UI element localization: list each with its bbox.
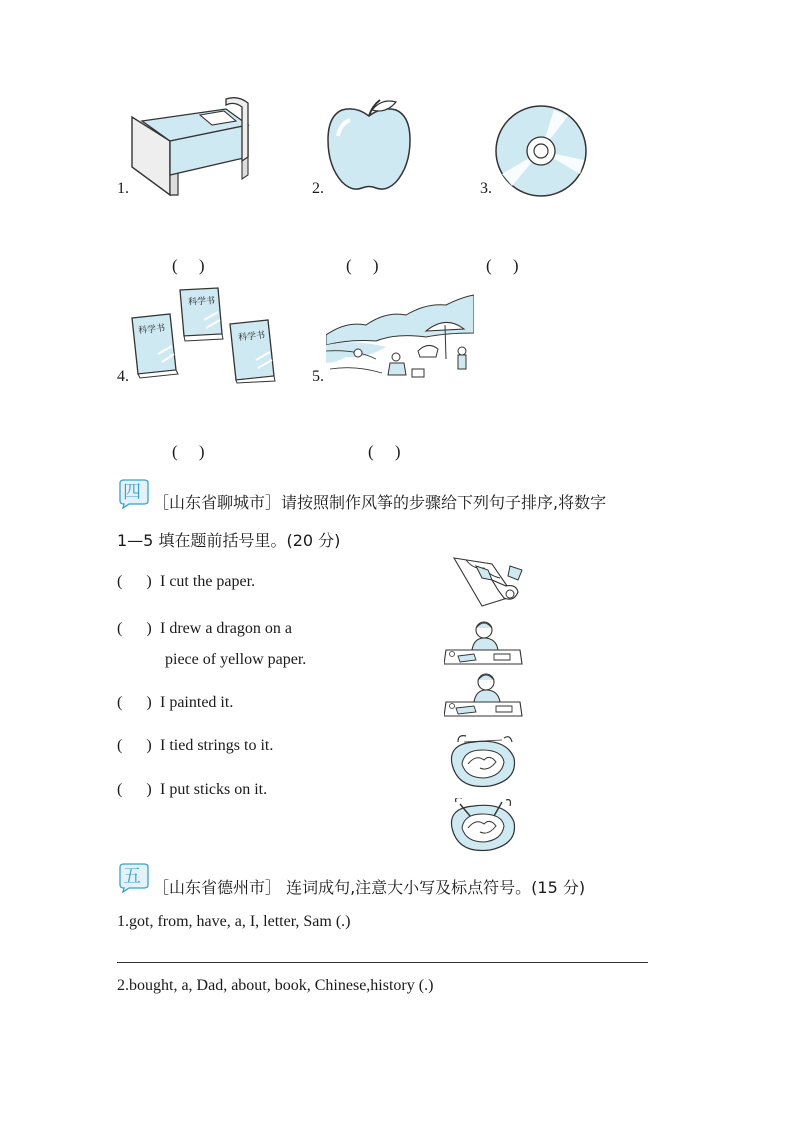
section-number: 五: [123, 866, 141, 887]
answer-paren[interactable]: ( ): [117, 694, 152, 711]
bed-picture: [128, 95, 252, 197]
sentence-prompt: 1.got, from, have, a, I, letter, Sam (.): [117, 913, 351, 930]
step-text: I cut the paper.: [160, 573, 256, 590]
painting-picture: [444, 670, 524, 720]
boy-painting-icon: [444, 670, 524, 720]
answer-paren[interactable]: ( ): [117, 620, 152, 637]
book-label: 科学书: [187, 296, 216, 308]
boy-drawing-icon: [444, 618, 524, 668]
picture-number: 2.: [312, 180, 324, 197]
answer-paren[interactable]: ( ): [117, 737, 152, 754]
bed-icon: [128, 95, 252, 197]
kite-strings-icon: [444, 734, 520, 790]
answer-paren[interactable]: ( ): [172, 442, 205, 461]
section-heading: ［山东省德州市］ 连词成句,注意大小写及标点符号。(15 分): [153, 878, 586, 897]
section-heading-continued: 1—5 填在题前括号里。(20 分): [117, 531, 341, 550]
answer-paren[interactable]: ( ): [346, 256, 379, 275]
cd-picture: [494, 104, 588, 198]
cutting-picture: [452, 556, 524, 608]
step-text: I drew a dragon on a: [160, 620, 292, 637]
step-text-continued: piece of yellow paper.: [165, 651, 307, 668]
books-picture: [128, 284, 282, 384]
answer-line[interactable]: [117, 962, 648, 963]
cutting-paper-icon: [452, 556, 524, 608]
step-text: I tied strings to it.: [160, 737, 274, 754]
book-label: 科学书: [137, 323, 166, 337]
apple-picture: [326, 96, 412, 194]
picture-number: 1.: [117, 180, 129, 197]
beach-picture: [326, 293, 474, 381]
beach-scene-icon: [326, 293, 474, 381]
section-badge: [117, 479, 151, 509]
section-heading: ［山东省聊城市］请按照制作风筝的步骤给下列句子排序,将数字: [153, 493, 607, 512]
book-label: 科学书: [237, 330, 266, 344]
picture-number: 4.: [117, 368, 129, 385]
section-badge: [117, 863, 151, 893]
step-text: I painted it.: [160, 694, 234, 711]
sticks-picture: [444, 798, 520, 854]
kite-sticks-icon: [444, 798, 520, 854]
tying-picture: [444, 734, 520, 790]
section-number: 四: [123, 482, 141, 503]
answer-paren[interactable]: ( ): [117, 573, 152, 590]
drawing-picture: [444, 618, 524, 668]
apple-icon: [326, 96, 412, 194]
picture-number: 3.: [480, 180, 492, 197]
picture-number: 5.: [312, 368, 324, 385]
answer-paren[interactable]: ( ): [117, 781, 152, 798]
sentence-prompt: 2.bought, a, Dad, about, book, Chinese,history (.): [117, 977, 434, 994]
answer-paren[interactable]: ( ): [172, 256, 205, 275]
step-text: I put sticks on it.: [160, 781, 268, 798]
answer-paren[interactable]: ( ): [486, 256, 519, 275]
cd-icon: [494, 104, 588, 198]
answer-paren[interactable]: ( ): [368, 442, 401, 461]
